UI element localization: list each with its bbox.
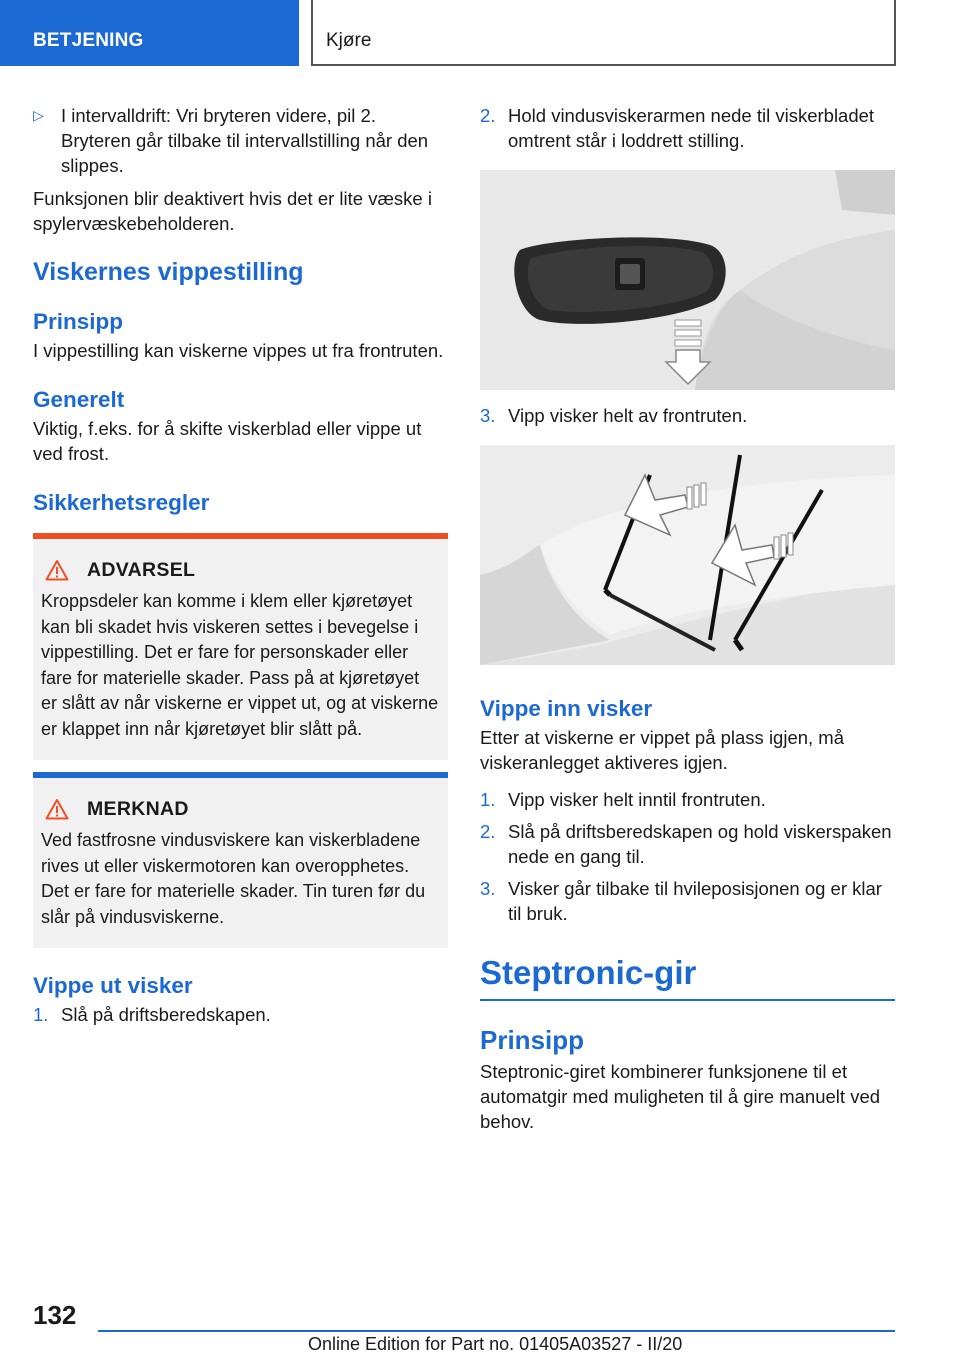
note-text: Ved fastfrosne vindusviskere kan viskerbladene rives ut eller viskermotoren kan overopphetes. Det er fare for materielle skader. Tin turen før du slår på vindusviskerne.: [41, 830, 426, 927]
subheading-safety-rules: Sikkerhetsregler: [33, 490, 210, 515]
list-item: [480, 876, 895, 926]
warning-text: Kroppsdeler kan komme i klem eller kjøretøyet kan bli skadet hvis viskeren settes i bevegelse i vippestilling. Det er fare for personskader eller fare for materielle skader. Pass på at kjøretøyet er slått av når viskerne er vippet ut, og at viskerne er klappet inn når kjøretøyet blir slått på.: [41, 591, 439, 739]
subheading-principle-steptronic: Prinsipp: [480, 1025, 585, 1055]
section-heading-steptronic: Steptronic-gir: [480, 953, 895, 1001]
step-text: Visker går tilbake til hvileposisjonen og er klar til bruk.: [508, 878, 882, 924]
list-item: [480, 403, 895, 428]
step-number: 1.: [480, 789, 496, 810]
step-number: 2.: [480, 105, 496, 126]
list-item: [480, 103, 895, 153]
warning-box: [33, 533, 448, 760]
step-number: 3.: [480, 878, 496, 899]
note-box: [33, 772, 448, 948]
page-number: 132: [33, 1300, 77, 1330]
bullet-triangle-icon: ▷: [33, 107, 44, 123]
step-text: Slå på driftsberedskapen og hold viskerspaken nede en gang til.: [508, 821, 892, 867]
step-number: 1.: [33, 1004, 49, 1025]
warning-triangle-icon: [45, 559, 69, 581]
step-text: Vipp visker helt inntil frontruten.: [508, 789, 766, 810]
paragraph-tilt-in: Etter at viskerne er vippet på plass igjen, må viskeranlegget aktiveres igjen.: [480, 727, 845, 773]
header-section-tab: [0, 0, 299, 66]
warning-title: ADVARSEL: [87, 558, 196, 581]
subheading-principle: Prinsipp: [33, 309, 124, 334]
bullet-text: I intervalldrift: Vri bryteren videre, pil 2. Bryteren går tilbake til intervallstilling når den slippes.: [61, 105, 429, 176]
header-section-label: BETJENING: [33, 30, 144, 51]
wiper-stalk-illustration: [480, 170, 895, 390]
list-item: [480, 819, 895, 869]
bullet-item: [33, 103, 448, 178]
warning-triangle-icon: [45, 798, 69, 820]
header-chapter-tab: [311, 0, 896, 66]
header-chapter-label: Kjøre: [326, 30, 372, 51]
subheading-tilt-out: Vippe ut visker: [33, 973, 193, 998]
list-item: [33, 1002, 448, 1027]
step-number: 2.: [480, 821, 496, 842]
left-column: [33, 103, 448, 1027]
paragraph-fluid-level: Funksjonen blir deaktivert hvis det er lite væske i spylervæskebeholderen.: [33, 188, 432, 234]
step-text: Hold vindusviskerarmen nede til viskerbladet omtrent står i loddrett stilling.: [508, 105, 875, 151]
list-item: [480, 787, 895, 812]
step-number: 3.: [480, 405, 496, 426]
subheading-tilt-in: Vippe inn visker: [480, 696, 653, 721]
subheading-general: Generelt: [33, 387, 125, 412]
right-column: [480, 103, 895, 1134]
paragraph-general: Viktig, f.eks. for å skifte viskerblad eller vippe ut ved frost.: [33, 418, 422, 464]
edition-label: Online Edition for Part no. 01405A03527 - II/20: [308, 1334, 683, 1354]
paragraph-steptronic: Steptronic-giret kombinerer funksjonene til et automatgir med muligheten til å gire manuelt ved behov.: [480, 1061, 881, 1132]
step-text: Vipp visker helt av frontruten.: [508, 405, 748, 426]
footer-divider: [98, 1330, 895, 1332]
paragraph-principle: I vippestilling kan viskerne vippes ut fra frontruten.: [33, 340, 444, 361]
section-heading-tilt-position: Viskernes vippestilling: [33, 258, 304, 286]
windshield-wipers-illustration: [480, 445, 895, 665]
note-title: MERKNAD: [87, 797, 189, 820]
step-text: Slå på driftsberedskapen.: [61, 1004, 271, 1025]
